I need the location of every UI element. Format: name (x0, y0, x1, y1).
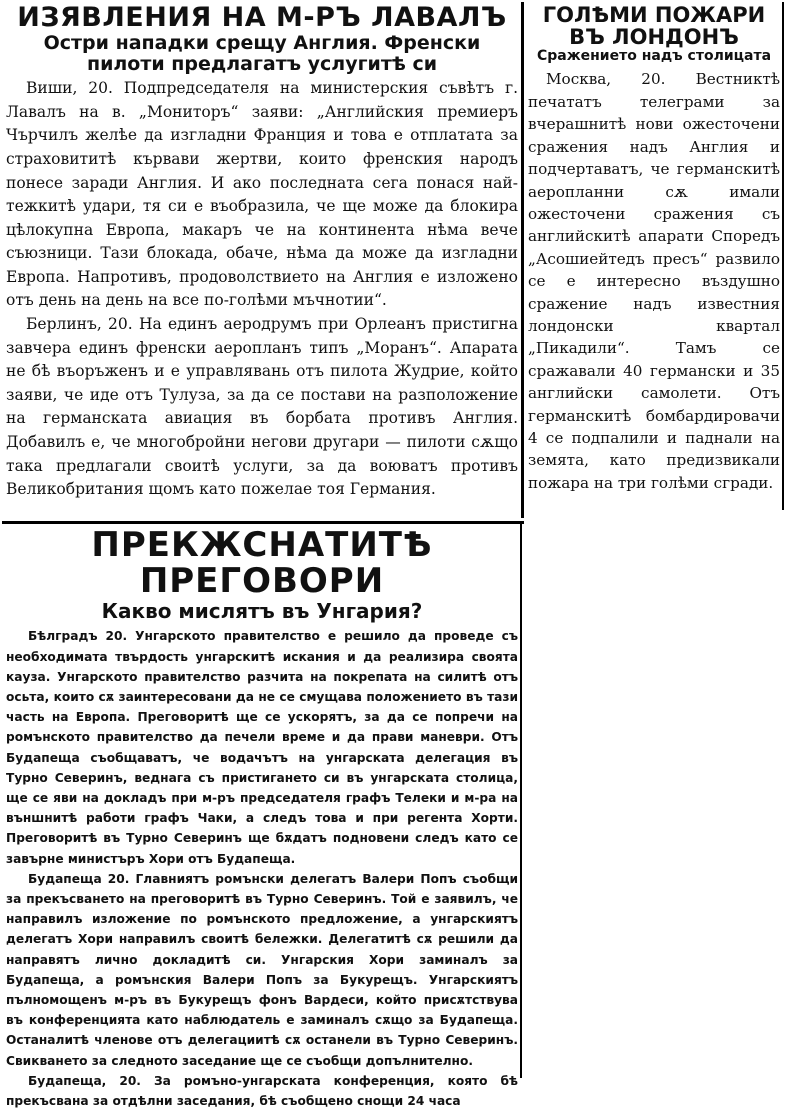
section-divider (2, 521, 524, 524)
article-london-fires (528, 4, 780, 510)
article-paragraph: Будапеща 20. Главниятъ ромънски делегатъ Валери Попъ съобщи за прекъсването на преговоритѣ въ Турно Северинъ. Той е заявилъ, че направилъ изложение по ромънското предложение, а унгарскиятъ делегатъ Хори направилъ своитѣ бележки. Делегатитѣ сѫ решили да направятъ лично докладитѣ си. Унгарския Хори заминалъ за Будапеща, а ромънския Валери Попъ за Букурещъ. Унгарскиятъ пълномощенъ м-ръ въ Букурещъ фонъ Вардеси, който присѫтствува въ конференцията като наблюдатель е заминалъ сѫщо за Будапеща. Останалитѣ членове отъ делегациитѣ сѫ останели въ Турно Северинъ. Свикването за следното заседание ще се съобщи допълнително. (6, 871, 518, 1068)
article-paragraph: Москва, 20. Вестниктѣ печататъ телеграми за вчерашнитѣ нови ожесточени сражения надъ Англия и подчертаватъ, че германскитѣ аеропланни сѫ имали ожесточени сражения съ английскитѣ апарати Споредъ „Асошиейтедъ пресъ“ развило се е интересно въздушно сражение надъ известния лондонски квартал „Пикадили“. Тамъ се сражавали 40 германски и 35 английски самолети. Отъ германскитѣ бомбардировачи 4 се подпалили и паднали на земята, като предизвикали пожара на три голѣми сгради. (528, 70, 780, 492)
article-headline: ГОЛѢМИ ПОЖАРИ ВЪ ЛОНДОНЪ (542, 3, 766, 50)
article-headline: ПРЕКЖСНАТИТѢ ПРЕГОВОРИ (91, 525, 433, 601)
article-headline: ИЗЯВЛЕНИЯ НА М-РЪ ЛАВАЛЪ (17, 2, 507, 33)
article-paragraph: Будапеща, 20. За ромъно-унгарската конференция, която бѣ прекъсвана за отдѣлни заседания, бѣ съобщено снощи 24 часа (6, 1073, 518, 1109)
article-paragraph: Виши, 20. Подпредседателя на министерския съвѣтъ г. Лавалъ на в. „Мониторъ“ заяви: „Английския премиеръ Чърчилъ желѣе да изгладни Франция и това е отплатата за страховититѣ кървави жертви, които френския народъ понесе заради Англия. И ако последната сега понася най-тежкитѣ удари, тя си е въобразила, че ще може да блокира цѣлокупна Европа, макаръ че на континента нѣма вече съюзници. Тази блокада, обаче, нѣма да може да изгладни Европа. Напротивъ, продоволствието на Англия е изложено отъ день на день на все по-голѣми мъчнотии“. (6, 79, 518, 310)
article-body (6, 77, 518, 502)
article-paragraph: Бѣлградъ 20. Унгарското правителство е решило да проведе съ необходимата твърдость унгарскитѣ искания и да реализира своята кауза. Унгарското правителство разчита на покрепата на силитѣ отъ осьта, които сѫ заинтересовани да не се смущава положението въ тази часть на Европа. Преговоритѣ ще се ускорятъ, за да се попречи на ромънското правителство да печели време и да прави маневри. Отъ Будапеща съобщаватъ, че водачътъ на унгарската делегация въ Турно Северинъ, веднага съ пристигането си въ унгарската столица, ще се яви на докладъ при м-ръ председателя графъ Телеки и м-ра на външнитѣ работи графъ Чаки, а следъ това и при регента Хорти. Преговоритѣ въ Турно Северинъ ще бѫдатъ подновени следъ като се завърне министъръ Хори отъ Будапеща. (6, 629, 518, 866)
article-negotiations (6, 525, 518, 1109)
article-subheadline: Сражението надъ столицата (536, 48, 772, 65)
column-divider-right (782, 2, 784, 510)
column-divider (521, 2, 524, 518)
article-body (528, 68, 780, 494)
article-subheadline: Какво мислятъ въ Унгария? (101, 599, 423, 624)
article-paragraph: Берлинъ, 20. На единъ аеродрумъ при Орлеанъ пристигна завчера единъ френски аеропланъ типъ „Моранъ“. Апарата не бѣ въоръженъ и е управлявань отъ пилота Жудрие, който заяви, че иде отъ Тулуза, за да се постави на разположение на германската авиация въ борбата противъ Англия. Добавилъ е, че многобройни негови другари — пилоти сѫщо така предлагали своитѣ услуги, за да воюватъ противъ Великобритания щомъ като пожелае тоя Германия. (6, 315, 518, 499)
article-laval (6, 4, 518, 518)
talks-column-divider (520, 524, 522, 1078)
article-body (6, 626, 518, 1111)
article-subheadline: Остри нападки срещу Англия. Френски пилоти предлагатъ услугитѣ си (43, 32, 481, 76)
